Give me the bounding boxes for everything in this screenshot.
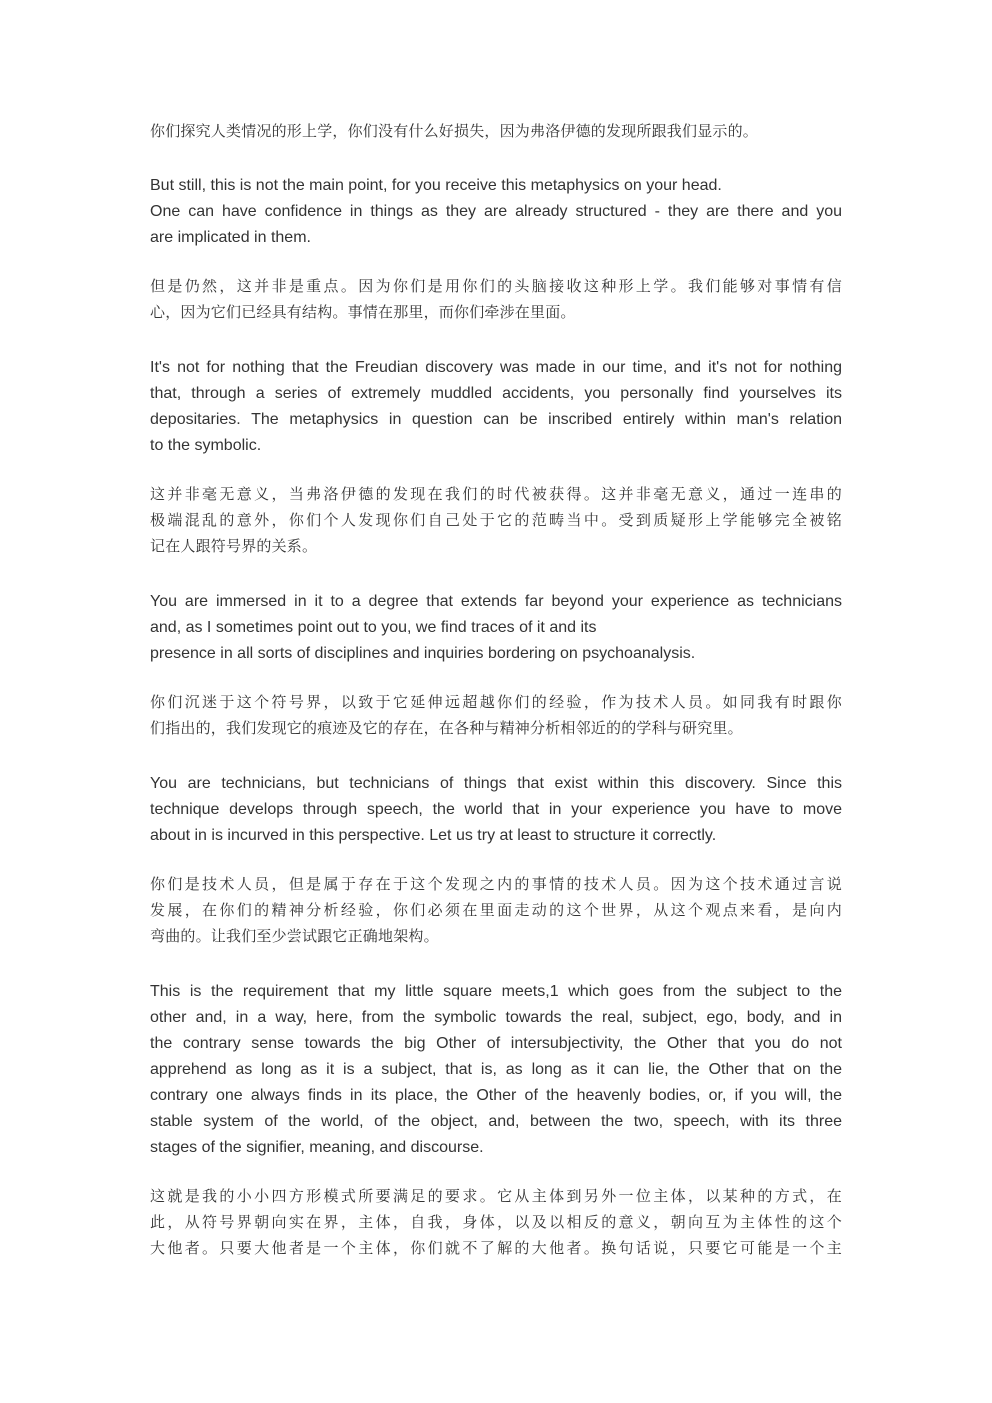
text-line: 大他者。只要大他者是一个主体，你们就不了解的大他者。换句话说，只要它可能是一个主 <box>150 1239 842 1257</box>
text-line: You are immersed in it to a degree that extends far beyond your experience as technicians <box>150 593 842 610</box>
text-line: You are technicians, but technicians of things that exist within this discovery. Since this <box>150 775 842 792</box>
text-line: 你们是技术人员，但是属于存在于这个发现之内的事情的技术人员。因为这个技术通过言说 <box>150 875 842 893</box>
text-line: One can have confidence in things as they are already structured - they are there and you <box>150 203 842 220</box>
paragraph-en-2 <box>150 355 842 459</box>
text-line: 此，从符号界朝向实在界，主体，自我，身体，以及以相反的意义，朝向互为主体性的这个 <box>150 1213 842 1231</box>
text-line: are implicated in them. <box>150 229 311 246</box>
text-line: 这就是我的小小四方形模式所要满足的要求。它从主体到另外一位主体，以某种的方式，在 <box>150 1187 842 1205</box>
paragraph-zh-4 <box>150 689 842 741</box>
text-line: presence in all sorts of disciplines and inquiries bordering on psychoanalysis. <box>150 645 696 662</box>
text-line: stable system of the world, of the object, and, between the two, speech, with its three <box>150 1113 842 1130</box>
paragraph-en-5 <box>150 979 842 1161</box>
text-line: 极端混乱的意外，你们个人发现你们自己处于它的范畴当中。受到质疑形上学能够完全被铭 <box>150 511 842 529</box>
paragraph-en-3 <box>150 589 842 667</box>
text-line: 你们沉迷于这个符号界，以致于它延伸远超越你们的经验，作为技术人员。如同我有时跟你 <box>150 693 842 711</box>
paragraph-zh-5 <box>150 871 842 949</box>
text-line: It's not for nothing that the Freudian discovery was made in our time, and it's not for nothing <box>150 359 842 376</box>
text-line: 们指出的，我们发现它的痕迹及它的存在，在各种与精神分析相邻近的的学科与研究里。 <box>150 719 743 737</box>
text-line: to the symbolic. <box>150 437 262 454</box>
text-line: that, through a series of extremely muddled accidents, you personally find yourselves its <box>150 385 842 402</box>
text-line: 你们探究人类情况的形上学，你们没有什么好损失，因为弗洛伊德的发现所跟我们显示的。 <box>150 122 759 140</box>
text-line: other and, in a way, here, from the symbolic towards the real, subject, ego, body, and in <box>150 1009 842 1026</box>
text-line: But still, this is not the main point, for you receive this metaphysics on your head. <box>150 177 722 194</box>
paragraph-en-4 <box>150 771 842 849</box>
paragraph-en-1 <box>150 173 842 251</box>
text-line: the contrary sense towards the big Other of intersubjectivity, the Other that you do not <box>150 1035 842 1052</box>
text-line: depositaries. The metaphysics in question can be inscribed entirely within man's relation <box>150 411 842 428</box>
paragraph-zh-1 <box>150 118 758 144</box>
text-line: 发展，在你们的精神分析经验，你们必须在里面走动的这个世界，从这个观点来看，是向内 <box>150 901 842 919</box>
text-line: technique develops through speech, the world that in your experience you have to move <box>150 801 842 818</box>
text-line: 心，因为它们已经具有结构。事情在那里，而你们牵涉在里面。 <box>150 303 576 321</box>
text-line: This is the requirement that my little square meets,1 which goes from the subject to the <box>150 983 842 1000</box>
text-line: 弯曲的。让我们至少尝试跟它正确地架构。 <box>150 927 439 945</box>
paragraph-zh-3 <box>150 481 842 559</box>
text-line: contrary one always finds in its place, the Other of the heavenly bodies, or, if you will, the <box>150 1087 842 1104</box>
paragraph-zh-2 <box>150 273 842 325</box>
paragraph-zh-6 <box>150 1183 842 1261</box>
text-line: stages of the signifier, meaning, and discourse. <box>150 1139 484 1156</box>
text-line: 这并非毫无意义，当弗洛伊德的发现在我们的时代被获得。这并非毫无意义，通过一连串的 <box>150 485 842 503</box>
text-line: 但是仍然，这并非是重点。因为你们是用你们的头脑接收这种形上学。我们能够对事情有信 <box>150 277 842 295</box>
text-line: about in is incurved in this perspective. Let us try at least to structure it correctly. <box>150 827 717 844</box>
text-line: and, as I sometimes point out to you, we find traces of it and its <box>150 619 597 636</box>
text-line: apprehend as long as it is a subject, that is, as long as it can lie, the Other that on the <box>150 1061 842 1078</box>
text-line: 记在人跟符号界的关系。 <box>150 537 318 555</box>
